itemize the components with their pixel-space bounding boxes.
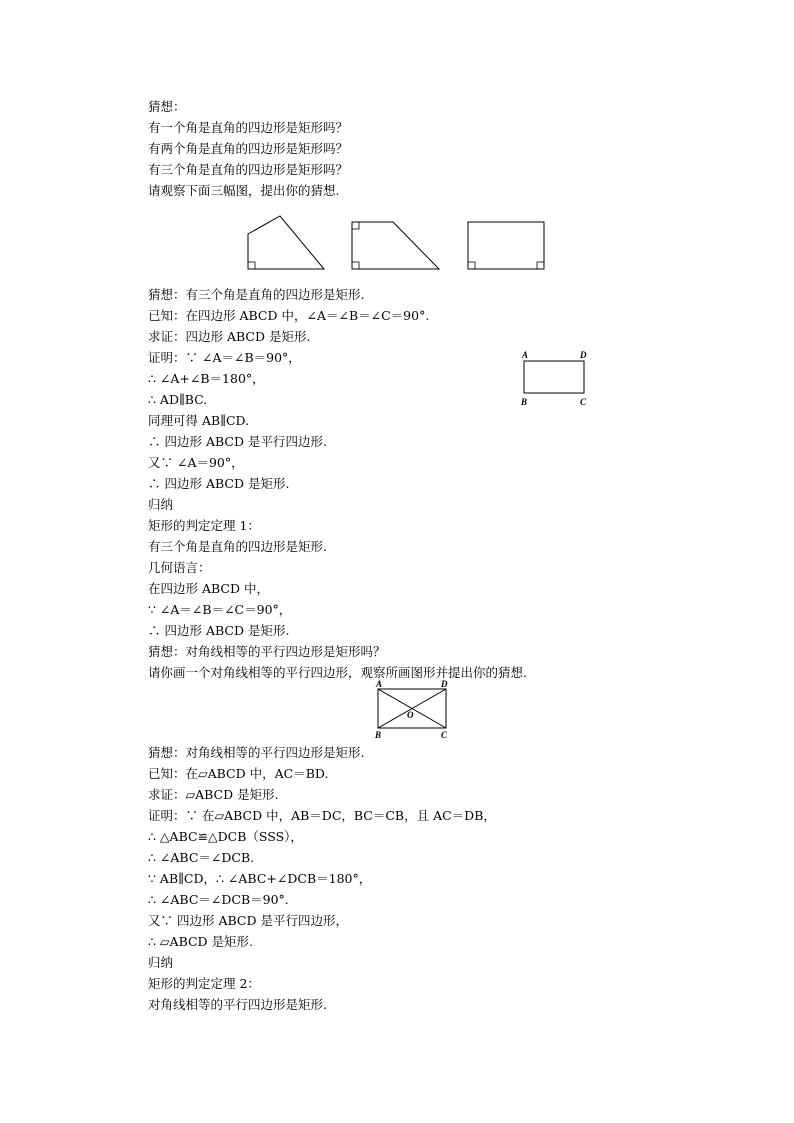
theorem-2-title: 矩形的判定定理 2： bbox=[148, 976, 260, 991]
proof-line-7: ∴ 四边形 ABCD 是矩形. bbox=[148, 476, 290, 491]
vertex-label-d: D bbox=[441, 679, 448, 689]
right-angle-mark bbox=[352, 262, 359, 269]
proof2-line-3: ∴ ∠ABC＝∠DCB. bbox=[148, 850, 255, 865]
given-statement-1: 已知：在四边形 ABCD 中，∠A＝∠B＝∠C＝90°. bbox=[148, 308, 430, 323]
proof2-line-7: ∴ ▱ABCD 是矩形. bbox=[148, 934, 254, 949]
theorem-2-statement: 对角线相等的平行四边形是矩形. bbox=[148, 997, 327, 1012]
proof-line-3: ∴ AD∥BC. bbox=[148, 392, 208, 407]
quadrilateral-two-right-angles bbox=[352, 222, 439, 269]
theorem-1-statement: 有三个角是直角的四边形是矩形. bbox=[148, 539, 327, 554]
vertex-label-a: A bbox=[376, 679, 383, 689]
conjecture-three-right-angles: 猜想：有三个角是直角的四边形是矩形. bbox=[148, 287, 365, 302]
proof2-line-2: ∴ △ABC≌△DCB（SSS）， bbox=[148, 829, 303, 844]
center-label-o: O bbox=[407, 710, 414, 720]
proof-line-2: ∴ ∠A+∠B＝180°， bbox=[148, 371, 265, 386]
right-angle-mark bbox=[248, 262, 255, 269]
proof-line-6: 又∵ ∠A＝90°， bbox=[148, 455, 244, 470]
quadrilateral-three-right-angles bbox=[468, 222, 544, 269]
parallelogram-diagonals-figure bbox=[370, 680, 460, 742]
prove-statement-1: 求证：四边形 ABCD 是矩形. bbox=[148, 329, 311, 344]
geometric-line-1: 在四边形 ABCD 中， bbox=[148, 581, 269, 596]
proof-line-1: 证明：∵ ∠A＝∠B＝90°， bbox=[148, 350, 301, 365]
right-angle-mark bbox=[468, 262, 475, 269]
proof2-line-1: 证明：∵ 在▱ABCD 中，AB＝DC，BC＝CB，且 AC＝DB， bbox=[148, 808, 496, 823]
rectangle-abcd bbox=[524, 361, 584, 393]
draw-instruction: 请你画一个对角线相等的平行四边形，观察所画图形并提出你的猜想. bbox=[148, 665, 527, 680]
observe-instruction: 请观察下面三幅图，提出你的猜想. bbox=[148, 183, 340, 198]
vertex-label-b: B bbox=[521, 397, 528, 407]
geometric-language-heading: 几何语言： bbox=[148, 560, 211, 575]
given-statement-2: 已知：在▱ABCD 中，AC＝BD. bbox=[148, 766, 329, 781]
geometric-line-2: ∵ ∠A＝∠B＝∠C＝90°， bbox=[148, 602, 292, 617]
proof2-line-5: ∴ ∠ABC＝∠DCB＝90°. bbox=[148, 892, 289, 907]
question-three-angles: 有三个角是直角的四边形是矩形吗？ bbox=[148, 162, 349, 177]
proof2-line-6: 又∵ 四边形 ABCD 是平行四边形， bbox=[148, 913, 348, 928]
right-angle-mark bbox=[352, 222, 359, 229]
proof2-line-4: ∵ AB∥CD，∴ ∠ABC+∠DCB＝180°， bbox=[148, 871, 372, 886]
conjecture-diagonals: 猜想：对角线相等的平行四边形是矩形. bbox=[148, 745, 365, 760]
vertex-label-c: C bbox=[441, 730, 448, 740]
question-one-angle: 有一个角是直角的四边形是矩形吗？ bbox=[148, 120, 349, 135]
conjecture-heading: 猜想： bbox=[148, 99, 186, 114]
three-quadrilaterals-figure bbox=[240, 210, 560, 275]
proof-line-4: 同理可得 AB∥CD. bbox=[148, 413, 250, 428]
quadrilateral-one-right-angle bbox=[248, 216, 324, 269]
prove-statement-2: 求证：▱ABCD 是矩形. bbox=[148, 787, 279, 802]
conjecture-question-diagonals: 猜想：对角线相等的平行四边形是矩形吗？ bbox=[148, 644, 386, 659]
right-angle-mark bbox=[537, 262, 544, 269]
proof-line-5: ∴ 四边形 ABCD 是平行四边形. bbox=[148, 434, 327, 449]
vertex-label-b: B bbox=[375, 730, 382, 740]
geometric-line-3: ∴ 四边形 ABCD 是矩形. bbox=[148, 623, 290, 638]
question-two-angles: 有两个角是直角的四边形是矩形吗？ bbox=[148, 141, 349, 156]
vertex-label-d: D bbox=[580, 350, 587, 360]
vertex-label-c: C bbox=[580, 397, 587, 407]
summary-heading-2: 归纳 bbox=[148, 955, 174, 970]
rectangle-abcd-figure bbox=[515, 348, 595, 408]
vertex-label-a: A bbox=[522, 350, 529, 360]
summary-heading-1: 归纳 bbox=[148, 497, 174, 512]
theorem-1-title: 矩形的判定定理 1： bbox=[148, 518, 260, 533]
